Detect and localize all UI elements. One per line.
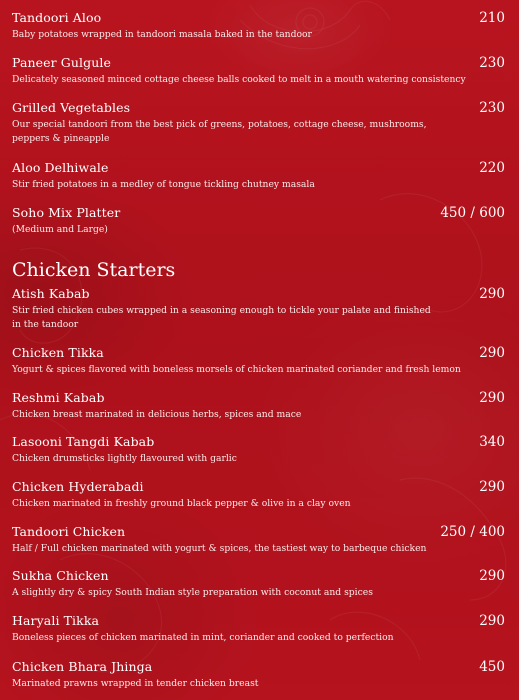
item-name: Chicken Bhara Jhinga [12,659,153,674]
menu-item-grilled-vegetables [12,100,507,146]
item-description: Delicately seasoned minced cottage cheese balls cooked to melt in a mouth watering consistency [12,74,466,85]
menu-item-lasooni-tangdi-kabab [12,434,507,466]
item-name: Haryali Tikka [12,613,100,628]
item-description-line: peppers & pineapple [12,133,110,144]
item-price: 290 [479,390,505,406]
item-name: Tandoori Aloo [12,10,102,25]
item-description [12,304,507,332]
menu-item-tandoori-chicken [12,524,507,556]
item-price: 230 [479,55,505,71]
item-price: 290 [479,345,505,361]
item-description: Chicken drumsticks lightly flavoured with garlic [12,453,237,464]
item-description: Chicken breast marinated in delicious herbs, spices and mace [12,409,302,420]
item-name: Tandoori Chicken [12,524,126,539]
item-price: 290 [479,613,505,629]
item-description-line: Our special tandoori from the best pick of greens, potatoes, cottage cheese, mushrooms, [12,119,427,130]
menu-item-aloo-delhiwale [12,160,507,192]
item-description: (Medium and Large) [12,224,108,235]
item-description [12,118,507,146]
item-name: Paneer Gulgule [12,55,111,70]
item-name: Grilled Vegetables [12,100,131,115]
item-description: Boneless pieces of chicken marinated in mint, coriander and cooked to perfection [12,632,394,643]
item-description: Chicken marinated in freshly ground black pepper & olive in a clay oven [12,498,351,509]
item-name: Lasooni Tangdi Kabab [12,434,155,449]
item-price: 230 [479,100,505,116]
item-price: 290 [479,479,505,495]
item-description: Baby potatoes wrapped in tandoori masala baked in the tandoor [12,29,312,40]
item-description: A slightly dry & spicy South Indian style preparation with coconut and spices [12,587,373,598]
item-name: Chicken Tikka [12,345,104,360]
item-description: Yogurt & spices flavored with boneless morsels of chicken marinated coriander and fresh lemon [12,364,461,375]
item-price: 220 [479,160,505,176]
item-price: 340 [479,434,505,450]
item-name: Reshmi Kabab [12,390,105,405]
item-name: Atish Kabab [12,286,90,301]
menu-item-haryali-tikka [12,613,507,645]
item-description: Marinated prawns wrapped in tender chicken breast [12,678,259,689]
menu-item-tandoori-aloo [12,10,507,42]
item-price: 290 [479,286,505,302]
item-price: 290 [479,568,505,584]
section-title: Chicken Starters [12,259,176,281]
item-name: Soho Mix Platter [12,205,121,220]
menu-item-chicken-tikka [12,345,507,377]
menu-item-atish-kabab [12,286,507,332]
item-price: 450 [479,659,505,675]
item-description: Half / Full chicken marinated with yogurt & spices, the tastiest way to barbeque chicken [12,543,427,554]
item-description-line: Stir fried chicken cubes wrapped in a seasoning enough to tickle your palate and finished [12,305,431,316]
item-name: Sukha Chicken [12,568,109,583]
menu-item-reshmi-kabab [12,390,507,422]
menu-item-soho-mix-platter [12,205,507,237]
menu-item-paneer-gulgule [12,55,507,87]
item-price: 210 [479,10,505,26]
item-name: Aloo Delhiwale [12,160,109,175]
item-name: Chicken Hyderabadi [12,479,144,494]
item-price: 250 / 400 [440,524,505,540]
menu-item-chicken-hyderabadi [12,479,507,511]
item-price: 450 / 600 [440,205,505,221]
menu-item-sukha-chicken [12,568,507,600]
menu-item-chicken-bhara-jhinga [12,659,507,691]
item-description: Stir fried potatoes in a medley of tongue tickling chutney masala [12,179,315,190]
item-description-line: in the tandoor [12,319,79,330]
